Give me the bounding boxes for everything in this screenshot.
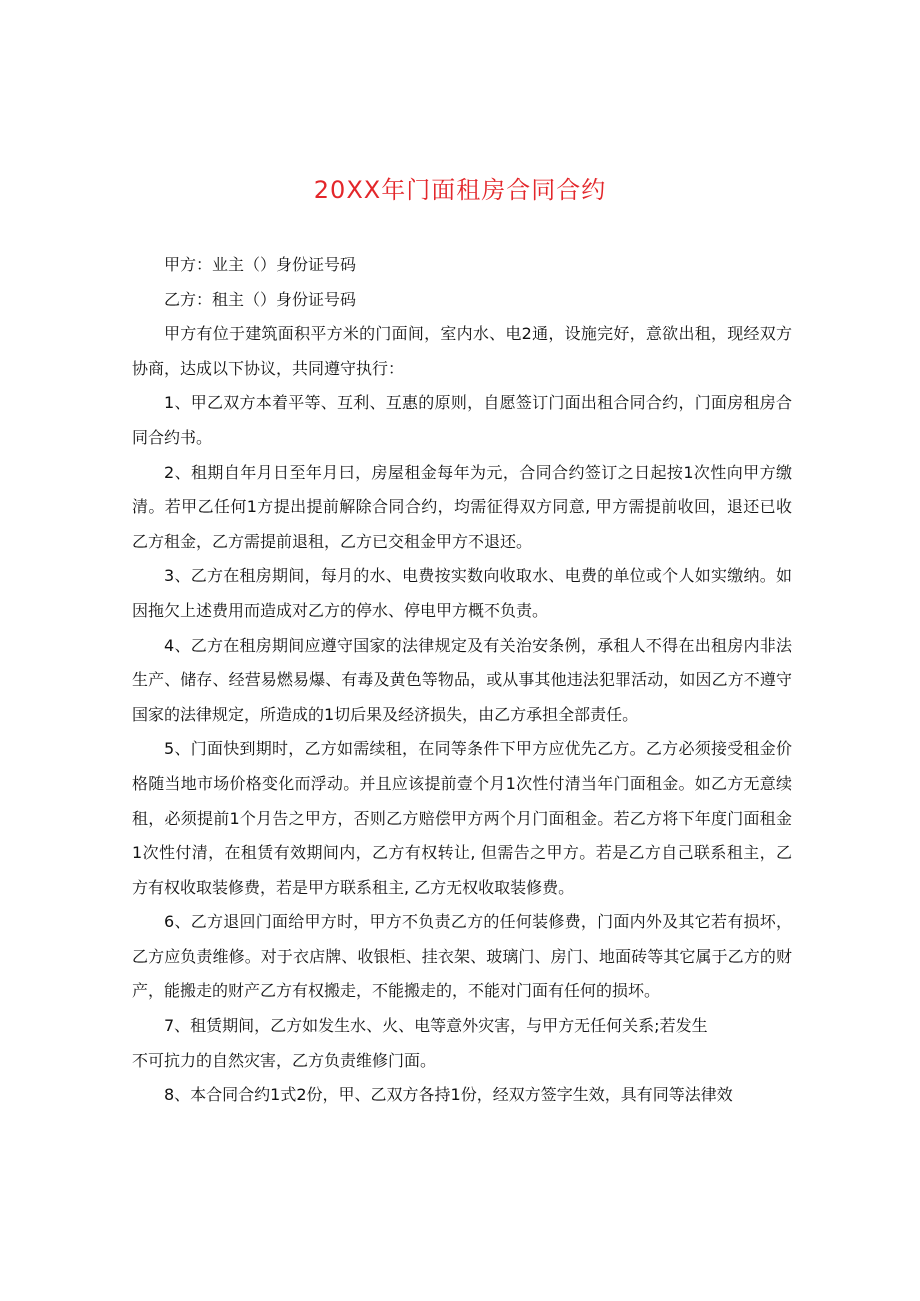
party-b-line: 乙方：租主（）身份证号码 bbox=[164, 289, 357, 309]
party-a-line: 甲方：业主（）身份证号码 bbox=[164, 255, 357, 274]
intro-paragraph: 甲方有位于建筑面积平方米的门面间，室内水、电2通，设施完好，意欲出租，现经双方协商，达成以下协议，共同遵守执行： bbox=[132, 324, 792, 378]
clause-7-line-1: 7、租赁期间，乙方如发生水、火、电等意外灾害，与甲方无任何关系;若发生 bbox=[164, 1016, 708, 1036]
clause-5: 5、门面快到期时，乙方如需续租，在同等条件下甲方应优先乙方。乙方必须接受租金价格随当地市场价格变化而浮动。并且应该提前壹个月1次性付清当年门面租金。如乙方无意续租，必须提前1个月告之甲方，否则乙方赔偿甲方两个月门面租金。若乙方将下年度门面租金1次性付清，在租赁有效期间内，乙方有权转让, 但需告之甲方。若是乙方自己联系租主，乙方有权收取装修费，若是甲方联系租主, 乙方无权收取装修费。 bbox=[132, 739, 792, 897]
clause-7-line-2: 不可抗力的自然灾害，乙方负责维修门面。 bbox=[132, 1050, 437, 1070]
clause-2: 2、租期自年月日至年月曰，房屋租金每年为元，合同合约签订之日起按1次性向甲方缴清。若甲乙任何1方提出提前解除合同合约，均需征得双方同意, 甲方需提前收回，退还已收乙方租金，乙方需提前退租，乙方已交租金甲方不退还。 bbox=[132, 462, 792, 551]
clause-3: 3、乙方在租房期间，每月的水、电费按实数向收取水、电费的单位或个人如实缴纳。如因拖欠上述费用而造成对乙方的停水、停电甲方概不负责。 bbox=[132, 566, 792, 620]
document-title: 20XX年门面租房合同合约 bbox=[313, 176, 607, 204]
document-body bbox=[132, 248, 792, 1113]
clause-7 bbox=[132, 1009, 792, 1078]
clause-8: 8、本合同合约1式2份，甲、乙双方各持1份，经双方签字生效，具有同等法律效 bbox=[164, 1085, 733, 1105]
clause-4: 4、乙方在租房期间应遵守国家的法律规定及有关治安条例，承租人不得在出租房内非法生产、储存、经营易燃易爆、有毒及黄色等物品，或从事其他违法犯罪活动，如因乙方不遵守国家的法律规定，所造成的1切后果及经济损失，由乙方承担全部责任。 bbox=[132, 635, 792, 724]
clause-6: 6、乙方退回门面给甲方时，甲方不负责乙方的任何装修费，门面内外及其它若有损坏，乙方应负责维修。对于衣店牌、收银柜、挂衣架、玻璃门、房门、地面砖等其它属于乙方的财产，能搬走的财产乙方有权搬走，不能搬走的，不能对门面有任何的损坏。 bbox=[132, 912, 792, 1001]
clause-1: 1、甲乙双方本着平等、互利、互惠的原则，自愿签订门面出租合同合约，门面房租房合同合约书。 bbox=[132, 393, 792, 447]
